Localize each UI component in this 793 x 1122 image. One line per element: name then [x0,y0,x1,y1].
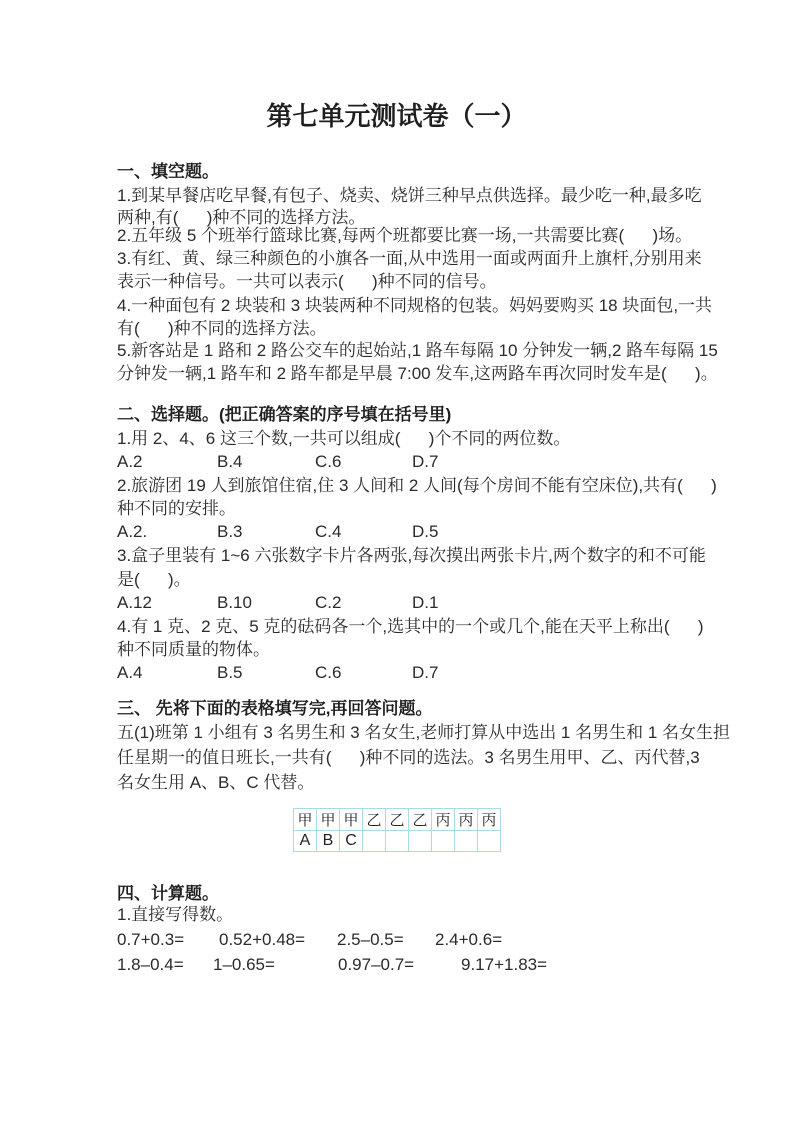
fillin-q2-line1: 2.五年级 5 个班举行篮球比赛,每两个班都要比赛一场,一共需要比赛( )场。 [117,226,693,245]
table-cell: 甲 [340,809,363,831]
page-title: 第七单元测试卷（一） [266,101,527,131]
choice-q1-option-a: A.2 [117,452,143,471]
calc-item: 0.7+0.3= [117,930,185,949]
fillin-q5-line1: 5.新客站是 1 路和 2 路公交车的起始站,1 路车每隔 10 分钟发一辆,2 路车每隔 15 [117,341,718,360]
choice-q4-option-d: D.7 [412,663,439,682]
choice-q2-option-a: A.2. [117,522,148,541]
choice-q1-line1: 1.用 2、4、6 这三个数,一共可以组成( )个不同的两位数。 [117,429,571,448]
table-cell: 甲 [294,809,317,831]
calc-item: 2.4+0.6= [435,930,503,949]
choice-q1-options [117,452,677,472]
selection-table [293,808,501,852]
choice-q4-option-c: C.6 [315,663,342,682]
table-cell-empty [455,831,478,852]
table-cell: 乙 [386,809,409,831]
calc-item: 1–0.65= [213,955,275,974]
calc-row-2 [117,955,677,975]
calc-item: 1.8–0.4= [117,955,184,974]
calc-item: 0.97–0.7= [338,955,415,974]
section1-header: 一、填空题。 [117,162,219,181]
choice-q4-line2: 种不同质量的物体。 [117,640,270,659]
table-question-line3: 名女生用 A、B、C 代替。 [117,773,315,792]
choice-q1-option-d: D.7 [412,452,439,471]
choice-q4-options [117,663,677,683]
table-cell: 甲 [317,809,340,831]
fillin-q1-line2: 两种,有( )种不同的选择方法。 [117,208,366,227]
fillin-q4-line2: 有( )种不同的选择方法。 [117,319,327,338]
choice-q3-line2: 是( )。 [117,570,191,589]
table-cell: C [340,831,363,852]
calc-row-1 [117,930,677,950]
section3-header: 三、 先将下面的表格填写完,再回答问题。 [117,699,433,718]
fillin-q1-line1: 1.到某早餐店吃早餐,有包子、烧卖、烧饼三种早点供选择。最少吃一种,最多吃 [117,186,702,205]
choice-q3-option-a: A.12 [117,593,152,612]
table-cell-empty [386,831,409,852]
fillin-q5-line2: 分钟发一辆,1 路车和 2 路车都是早晨 7:00 发车,这两路车再次同时发车是( )。 [117,364,718,383]
choice-q1-option-b: B.4 [217,452,243,471]
choice-q4-line1: 4.有 1 克、2 克、5 克的砝码各一个,选其中的一个或几个,能在天平上称出( ) [117,617,704,636]
section4-subheader: 1.直接写得数。 [117,905,234,924]
choice-q4-option-b: B.5 [217,663,243,682]
table-cell: 丙 [455,809,478,831]
section2-header: 二、选择题。(把正确答案的序号填在括号里) [117,405,452,424]
table-cell-empty [432,831,455,852]
table-cell: A [294,831,317,852]
table-cell: 丙 [432,809,455,831]
choice-q2-line2: 种不同的安排。 [117,499,236,518]
fillin-q3-line1: 3.有红、黄、绿三种颜色的小旗各一面,从中选用一面或两面升上旗杆,分别用来 [117,249,702,268]
choice-q2-options [117,522,677,542]
choice-q1-option-c: C.6 [315,452,342,471]
fillin-q3-line2: 表示一种信号。一共可以表示( )种不同的信号。 [117,272,497,291]
section4-header: 四、计算题。 [117,884,219,903]
choice-q4-option-a: A.4 [117,663,143,682]
table-cell: 乙 [363,809,386,831]
table-cell-empty [478,831,501,852]
table-cell: 丙 [478,809,501,831]
calc-item: 2.5–0.5= [337,930,404,949]
calc-item: 9.17+1.83= [461,955,548,974]
choice-q3-option-b: B.10 [217,593,252,612]
calc-item: 0.52+0.48= [219,930,306,949]
selection-table-boys-row [294,809,501,831]
table-cell-empty [409,831,432,852]
choice-q2-option-c: C.4 [315,522,342,541]
choice-q3-line1: 3.盒子里装有 1~6 六张数字卡片各两张,每次摸出两张卡片,两个数字的和不可能 [117,546,706,565]
selection-table-girls-row [294,831,501,852]
choice-q3-option-d: D.1 [412,593,439,612]
table-cell: 乙 [409,809,432,831]
choice-q3-options [117,593,677,613]
table-question-line2: 任星期一的值日班长,一共有( )种不同的选法。3 名男生用甲、乙、丙代替,3 [117,748,700,767]
table-cell: B [317,831,340,852]
choice-q2-option-b: B.3 [217,522,243,541]
choice-q2-line1: 2.旅游团 19 人到旅馆住宿,住 3 人间和 2 人间(每个房间不能有空床位),共有( ) [117,476,717,495]
table-question-line1: 五(1)班第 1 小组有 3 名男生和 3 名女生,老师打算从中选出 1 名男生和 1 名女生担 [117,723,731,742]
choice-q3-option-c: C.2 [315,593,342,612]
choice-q2-option-d: D.5 [412,522,439,541]
table-cell-empty [363,831,386,852]
fillin-q4-line1: 4.一种面包有 2 块装和 3 块装两种不同规格的包装。妈妈要购买 18 块面包,一共 [117,296,713,315]
